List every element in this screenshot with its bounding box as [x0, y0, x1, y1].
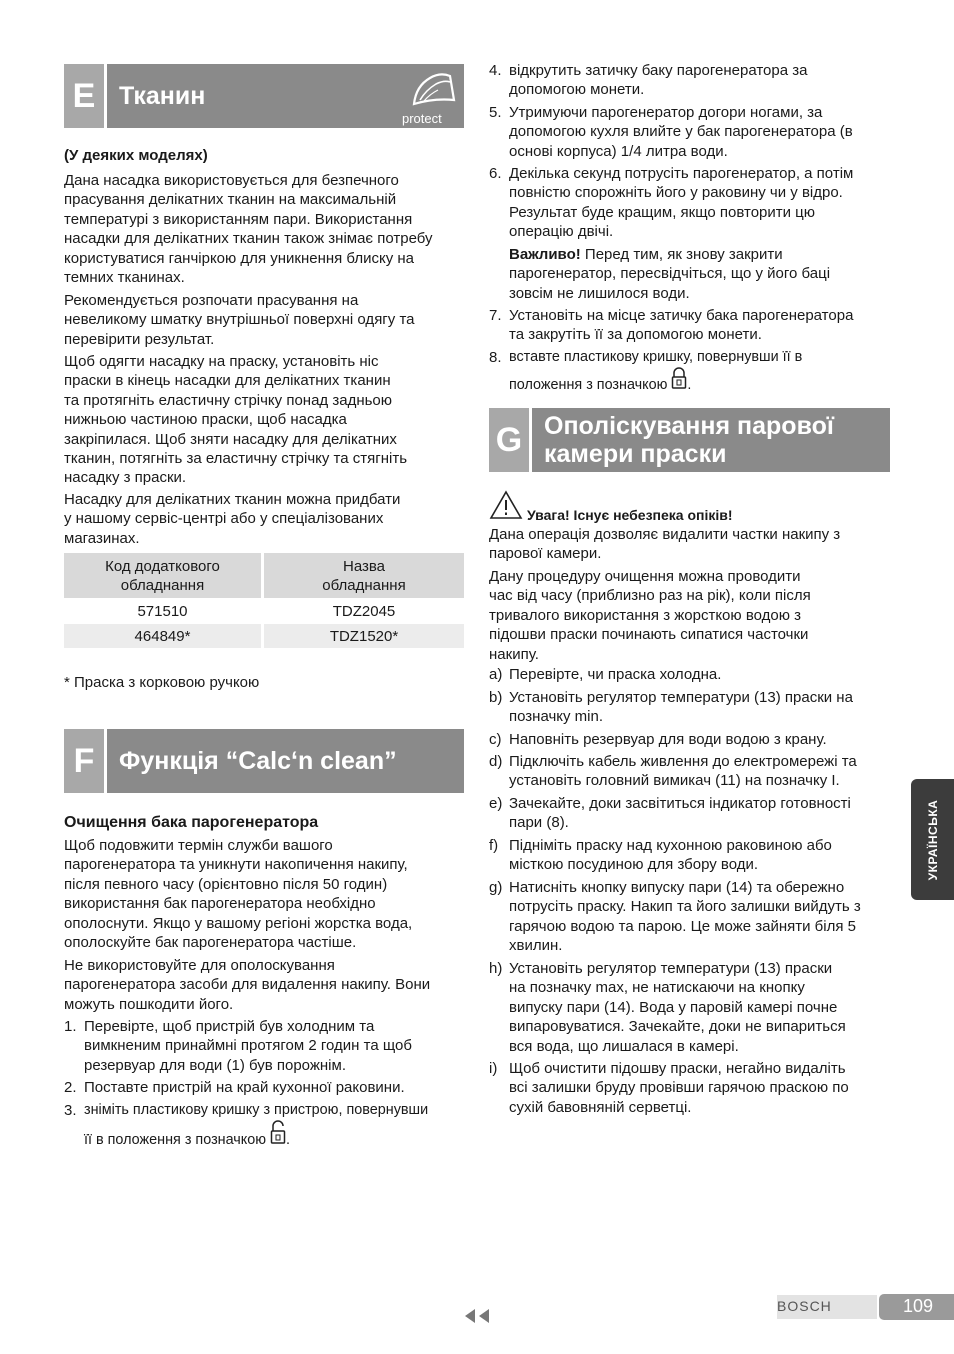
list-number: h): [489, 960, 503, 977]
text-line: Результат буде кращим, якщо повторити цю: [509, 203, 816, 221]
text-line: нижньою частиною праски, щоб насадка: [64, 411, 347, 429]
section-g-header: [489, 408, 890, 472]
warning-triangle-icon: [489, 490, 523, 525]
text-line: вставте пластикову кришку, повернувши її в: [509, 349, 803, 365]
brand-label: BOSCH: [777, 1298, 832, 1314]
section-title: Функція “Calc‘n clean”: [119, 747, 397, 775]
text-line: Перед тим, як знову закрити: [580, 246, 783, 263]
table-row: [64, 598, 464, 624]
list-number: 7.: [489, 307, 502, 324]
text-line: Зачекайте, доки засвітиться індикатор готовності: [509, 795, 851, 812]
list-item: [64, 1078, 464, 1098]
table-cell: TDZ2045: [332, 602, 396, 620]
list-text: Перевірте, чи праска холодна.: [509, 666, 722, 683]
title-line: Ополіскування парової: [544, 412, 834, 440]
text-line: використання бак парогенератора необхідно: [64, 895, 376, 913]
warning-text: Увага! Існує небезпека опіків!: [527, 507, 733, 523]
list-number: c): [489, 731, 502, 748]
list-number: d): [489, 753, 503, 770]
table-cell: TDZ1520*: [329, 627, 399, 645]
section-letter: G: [489, 408, 532, 472]
text-line: резервуар для води (1) був порожнім.: [84, 1056, 346, 1074]
text-line: положення з позначкою: [509, 377, 668, 394]
text-line: відкрутить затичку баку парогенератора за: [509, 62, 808, 79]
list-number: 6.: [489, 165, 502, 182]
text-line: допомогою монети.: [509, 81, 645, 99]
text-line: підошви праски починають сипатися часточки: [489, 626, 809, 644]
list-text: [509, 688, 853, 727]
text-line: вся вода, що лишалася в камері.: [509, 1037, 739, 1055]
text-line: вимкненим принаймні протягом 2 годин та щоб: [84, 1037, 412, 1055]
list-item: [64, 1101, 464, 1149]
section-letter: F: [64, 729, 107, 793]
text-line: закріпилася. Щоб зняти насадку для делікатних: [64, 430, 397, 448]
text-line: місткою посудиною для збору води.: [509, 856, 759, 874]
text-line: сухій бавовняній серветці.: [509, 1098, 692, 1116]
text-line: на позначку max, не натискаючи на кнопку: [509, 979, 805, 997]
title-line: камери праски: [544, 440, 727, 468]
f-paragraph-2: [64, 956, 464, 1014]
text-line: тканин, потягніть за еластичну стрічку та стягніть: [64, 450, 408, 468]
text-line: [509, 245, 889, 264]
text-line: праски в кінець насадки для делікатних тканин: [64, 372, 391, 390]
text-line: насадку з праски.: [64, 469, 187, 487]
table-row: [64, 624, 464, 648]
text-line: зніміть пластикову кришку з пристрою, повернувши: [84, 1102, 429, 1118]
models-note: (У деяких моделях): [64, 147, 208, 164]
text-line: пари (8).: [509, 814, 569, 832]
list-number: 5.: [489, 104, 502, 121]
text-line: Натисніть кнопку випуску пари (14) та обережно: [509, 879, 845, 896]
text-line: накипу.: [489, 645, 539, 663]
list-text: [509, 878, 861, 956]
section-f-header: [64, 729, 464, 793]
text-line: ополоскуйте бак парогенератора частіше.: [64, 934, 357, 952]
list-text: [84, 1017, 412, 1075]
page-nav-arrows-icon: [463, 1308, 491, 1329]
list-item: [489, 61, 891, 101]
text-line: Установіть регулятор температури (13) праски: [509, 960, 833, 977]
table-cell: 571510: [64, 598, 264, 624]
text-line: всі залишки бруду провівши гарячою праскою по: [509, 1079, 849, 1097]
list-text: Наповніть резервуар для води водою з крану.: [509, 731, 827, 748]
lock-icon: [671, 367, 687, 395]
table-cell: 464849*: [64, 624, 264, 648]
text-line: Не використовуйте для ополоскування: [64, 957, 335, 974]
text-line: основі корпуса) 1/4 литра води.: [509, 142, 728, 160]
list-text: [509, 61, 807, 100]
text-line: парогенератор, пересвідчіться, що у його баці: [509, 265, 831, 283]
text-line: тривалого використання з жорсткою водою з: [489, 606, 802, 624]
text-line: ополоснути. Якщо у вашому регіоні жорстка вода,: [64, 914, 413, 932]
header-line: обладнання: [120, 576, 205, 594]
text-line: Дана насадка використовується для безпечного: [64, 172, 399, 189]
list-text: [509, 348, 802, 396]
important-note: [509, 245, 889, 305]
text-line: Щоб очистити підошву праски, негайно видаліть: [509, 1060, 846, 1077]
list-text: Поставте пристрій на край кухонної раковини.: [84, 1079, 405, 1096]
text-line: парової камери.: [489, 545, 602, 563]
text-line: Перевірте, щоб пристрій був холодним та: [84, 1018, 375, 1035]
list-number: b): [489, 689, 503, 706]
list-item: [489, 164, 891, 244]
text-line: хвилин.: [509, 937, 563, 955]
header-line: Код додаткового: [105, 557, 220, 575]
text-line: насадки для делікатних тканин також знімає потребу: [64, 230, 433, 248]
list-number: i): [489, 1060, 498, 1077]
list-number: 8.: [489, 349, 502, 366]
text-line: Установіть регулятор температури (13) праски на: [509, 689, 853, 706]
period: .: [286, 1132, 291, 1149]
text-line: температурі з використанням пари. Використання: [64, 210, 413, 228]
table-header-cell: [264, 553, 464, 598]
text-line: користуватися ганчіркою для уникнення блиску на: [64, 249, 415, 267]
header-line: Назва: [342, 557, 386, 575]
text-line: невеликому шматку внутрішньої поверхні одягу та: [64, 311, 415, 329]
text-line: потрусіть праску. Накип та його залишки вийдуть з: [509, 898, 861, 916]
f-subhead: Очищення бака парогенератора: [64, 814, 319, 831]
text-line: допомогою кухля влийте у бак парогенератора (в: [509, 123, 853, 141]
warning-line: [489, 490, 733, 525]
accessories-table: [64, 553, 464, 648]
page-number: 109: [903, 1296, 934, 1316]
text-line: Декілька секунд потрусіть парогенератор, а потім: [509, 165, 854, 182]
g-paragraph-2: [489, 567, 891, 664]
footer-brand-bar: [777, 1295, 877, 1319]
list-text: [509, 752, 857, 791]
list-number: 3.: [64, 1102, 77, 1119]
list-item: [489, 348, 891, 392]
text-line-with-icon: [84, 1120, 428, 1150]
list-text: [509, 103, 853, 161]
section-title: [532, 408, 890, 472]
text-line: Підніміть праску над кухонною раковиною або: [509, 837, 832, 854]
page-number-box: [879, 1294, 954, 1320]
text-line: парогенератора засоби для видалення накипу. Вони: [64, 976, 431, 994]
text-line: позначку min.: [509, 708, 604, 726]
text-line: Дану процедуру очищення можна проводити: [489, 568, 801, 585]
text-line: після певного часу (орієнтовно після 50 годин): [64, 875, 388, 893]
list-number: f): [489, 837, 499, 854]
text-line: Підключіть кабель живлення до електромережі та: [509, 753, 857, 770]
list-number: 4.: [489, 62, 502, 79]
text-line: у нашому сервіс-центрі або у спеціалізованих: [64, 510, 384, 528]
text-line-with-icon: [509, 367, 802, 395]
text-line: випаровуватися. Зачекайте, доки не випариться: [509, 1018, 846, 1036]
language-label: УКРАЇНСЬКА: [925, 799, 940, 880]
list-text: [509, 959, 846, 1056]
text-line: її в положення з позначкою: [84, 1132, 267, 1149]
e-paragraph-3: [64, 352, 464, 488]
text-line: перевірити результат.: [64, 330, 215, 348]
e-paragraph-4: [64, 490, 464, 548]
table-header-row: [64, 553, 464, 598]
list-text: [509, 306, 853, 345]
footnote: * Праска з корковою ручкою: [64, 674, 260, 691]
unlock-icon: [270, 1120, 286, 1150]
list-number: 2.: [64, 1079, 77, 1096]
text-line: можуть пошкодити його.: [64, 995, 234, 1013]
list-text: [509, 1059, 849, 1117]
iron-protect-icon: [404, 70, 460, 124]
list-number: a): [489, 666, 503, 683]
text-line: парогенератора та уникнути накопичення накипу,: [64, 856, 408, 874]
list-item: [489, 103, 891, 163]
e-paragraph-1: [64, 171, 464, 287]
text-line: Утримуючи парогенератор догори ногами, за: [509, 104, 823, 121]
text-line: Насадку для делікатних тканин можна придбати: [64, 491, 401, 508]
list-item: [64, 1017, 464, 1077]
text-line: та закрутіть її за допомогою монети.: [509, 326, 762, 344]
text-line: установіть головний вимикач (11) на позначку I.: [509, 772, 840, 790]
list-text: [84, 1101, 428, 1151]
text-line: Установіть на місце затичку бака парогенератора: [509, 307, 854, 324]
text-line: Дана операція дозволяє видалити частки накипу з: [489, 526, 841, 543]
text-line: магазинах.: [64, 529, 140, 547]
list-text: [509, 164, 853, 242]
section-title: Тканин: [119, 82, 206, 110]
language-side-tab: [911, 779, 954, 900]
period: .: [687, 377, 692, 394]
f-paragraph-1: [64, 836, 464, 952]
text-line: зовсім не лишилося води.: [509, 284, 690, 302]
text-line: операцію двічі.: [509, 223, 614, 241]
section-e-header: [64, 64, 464, 128]
text-line: темних тканинах.: [64, 269, 185, 287]
list-item: [489, 306, 891, 346]
list-number: e): [489, 795, 503, 812]
text-line: Щоб подовжити термін служби вашого: [64, 837, 333, 854]
list-text: [509, 794, 851, 833]
text-line: та протягніть еластичну стрічку понад задньою: [64, 391, 393, 409]
text-line: Щоб одягти насадку на праску, установіть ніс: [64, 353, 379, 370]
important-label: Важливо!: [509, 246, 581, 263]
list-number: 1.: [64, 1018, 77, 1035]
table-header-cell: [64, 553, 264, 598]
text-line: час від часу (приблизно раз на рік), коли після: [489, 587, 811, 605]
text-line: гарячою водою та парою. Це може зайняти біля 5: [509, 917, 856, 935]
g-paragraph-1: [489, 525, 891, 564]
text-line: повністю спорожніть його у раковину чи у відро.: [509, 184, 843, 202]
list-number: g): [489, 879, 503, 896]
header-line: обладнання: [322, 576, 406, 594]
protect-label: protect: [402, 111, 442, 126]
e-paragraph-2: [64, 291, 464, 349]
text-line: випуску пари (14). Вода у паровій камері почне: [509, 998, 838, 1016]
text-line: Рекомендується розпочати прасування на: [64, 292, 359, 309]
list-text: [509, 836, 832, 875]
text-line: прасування делікатних тканин на максимальній: [64, 191, 397, 209]
section-letter: E: [64, 64, 107, 128]
